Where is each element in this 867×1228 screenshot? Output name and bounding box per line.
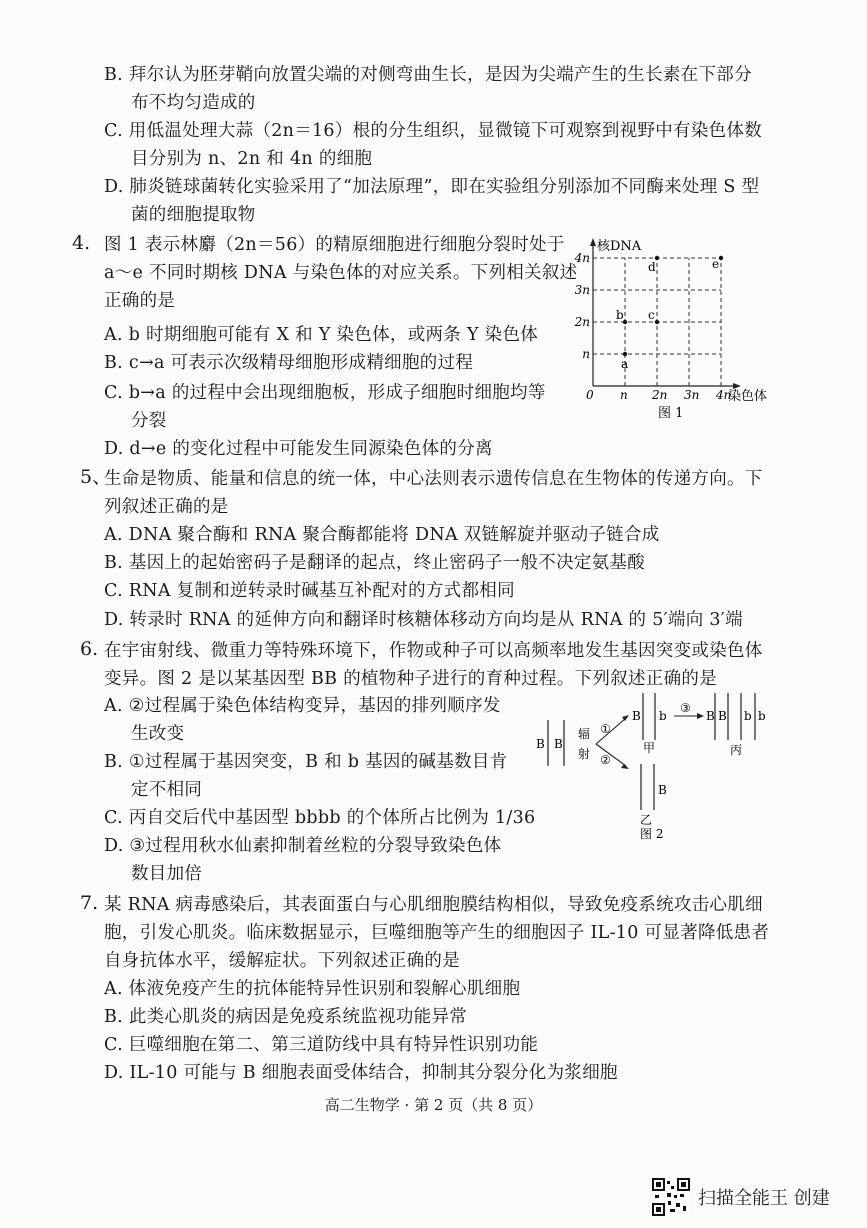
q6-stem-line2: 变异。图 2 是以某基因型 BB 的植物种子进行的育种过程。下列叙述正确的是 — [104, 669, 718, 689]
q5-option-b: B. 基因上的起始密码子是翻译的起点，终止密码子一般不决定氨基酸 — [104, 553, 646, 573]
y-axis-label: 核DNA — [597, 239, 642, 254]
q4-number: 4. — [72, 232, 91, 254]
q5-stem-line1: 生命是物质、能量和信息的统一体，中心法则表示遗传信息在生物体的传递方向。下 — [104, 469, 763, 489]
q6-stem-line1: 在宇宙射线、微重力等特殊环境下，作物或种子可以高频率地发生基因突变或染色体 — [104, 641, 763, 661]
figure-2-caption: 图 2 — [640, 827, 664, 840]
figure-1-chart — [560, 232, 780, 432]
y-tick-label: n — [582, 347, 590, 361]
page-footer: 高二生物学 · 第 2 页（共 8 页） — [324, 1096, 543, 1114]
q4-option-c-line2: 分裂 — [131, 411, 167, 431]
x-tick-label: 2n — [652, 388, 668, 402]
origin-label: 0 — [586, 388, 594, 402]
x-tick-label: n — [620, 388, 628, 402]
q3-option-d-line1: D. 肺炎链球菌转化实验采用了“加法原理”，即在实验组分别添加不同酶来处理 S 型 — [104, 177, 760, 197]
y-tick-label: 4n — [574, 251, 590, 265]
gene-label-b2: B — [554, 737, 563, 751]
y-tick-label: 3n — [574, 283, 590, 297]
q6-option-b-line2: 定不相同 — [131, 780, 203, 800]
qr-code-icon — [652, 1178, 690, 1216]
y-axis-arrow — [590, 238, 596, 246]
q4-stem-line3: 正确的是 — [104, 291, 176, 311]
figure-1-caption: 图 1 — [658, 406, 684, 421]
q4-option-a: A. b 时期细胞可能有 X 和 Y 染色体，或两条 Y 染色体 — [104, 325, 539, 345]
q6-option-a-line2: 生改变 — [131, 724, 185, 744]
q4-option-b: B. c→a 可表示次级精母细胞形成精细胞的过程 — [104, 353, 474, 373]
q7-option-b: B. 此类心肌炎的病因是免疫系统监视功能异常 — [104, 1007, 468, 1027]
data-point-e — [719, 256, 723, 260]
q5-stem-line2: 列叙述正确的是 — [104, 497, 229, 517]
q7-option-d: D. IL-10 可能与 B 细胞表面受体结合，抑制其分裂分化为浆细胞 — [104, 1063, 618, 1083]
x-tick-label: 3n — [684, 388, 700, 402]
label-jia: 甲 — [643, 741, 656, 755]
label-bing: 丙 — [730, 743, 743, 757]
data-point-a — [623, 352, 627, 356]
q7-option-c: C. 巨噬细胞在第二、第三道防线中具有特异性识别功能 — [104, 1035, 539, 1055]
q7-number: 7. — [80, 892, 99, 914]
radiation-label-2: 射 — [578, 747, 591, 761]
step-2-label: ② — [600, 753, 611, 767]
q7-stem-line2: 胞，引发心肌炎。临床数据显示，巨噬细胞等产生的细胞因子 IL-10 可显著降低患者 — [104, 923, 770, 943]
q4-option-d: D. d→e 的变化过程中可能发生同源染色体的分离 — [104, 439, 493, 459]
gene-label-lower-b: b — [659, 709, 667, 723]
arrowhead — [697, 713, 704, 719]
gene-label-b: B — [706, 709, 715, 723]
x-axis-label: 染色体 — [728, 389, 768, 404]
point-label-e: e — [712, 257, 720, 271]
q6-option-c: C. 丙自交后代中基因型 bbbb 的个体所占比例为 1/36 — [104, 808, 536, 828]
x-tick-label: 4n — [716, 388, 732, 402]
gene-label-b: B — [632, 709, 641, 723]
q7-option-a: A. 体液免疫产生的抗体能特异性识别和裂解心肌细胞 — [104, 979, 521, 999]
q6-option-d-line1: D. ③过程用秋水仙素抑制着丝粒的分裂导致染色体 — [104, 836, 502, 856]
point-label-b: b — [616, 308, 624, 322]
gene-label-b1: B — [536, 737, 545, 751]
q7-stem-line3: 自身抗体水平，缓解症状。下列叙述正确的是 — [104, 951, 460, 971]
step-1-label: ① — [600, 722, 611, 736]
q3-option-b-line1: B. 拜尔认为胚芽鞘向放置尖端的对侧弯曲生长，是因为尖端产生的生长素在下部分 — [104, 65, 752, 85]
q4-option-c-line1: C. b→a 的过程中会出现细胞板，形成子细胞时细胞均等 — [104, 383, 546, 403]
gene-label-b: B — [718, 709, 727, 723]
q7-stem-line1: 某 RNA 病毒感染后，其表面蛋白与心肌细胞膜结构相似，导致免疫系统攻击心肌细 — [104, 895, 763, 915]
q6-option-b-line1: B. ①过程属于基因突变，B 和 b 基因的碱基数目肯 — [104, 752, 508, 772]
figure-2-diagram — [530, 688, 780, 840]
gene-label-lower-b: b — [758, 709, 766, 723]
scanner-watermark — [652, 1178, 857, 1218]
q3-option-c-line2: 目分别为 n、2n 和 4n 的细胞 — [131, 149, 373, 169]
q6-number: 6. — [80, 638, 99, 660]
q6-option-d-line2: 数目加倍 — [131, 864, 203, 884]
q5-option-d: D. 转录时 RNA 的延伸方向和翻译时核糖体移动方向均是从 RNA 的 5′端向 3′端 — [104, 610, 743, 630]
q5-number: 5、 — [80, 466, 112, 488]
label-yi: 乙 — [640, 813, 653, 827]
gene-label-lower-b: b — [744, 709, 752, 723]
gene-label-b: B — [658, 783, 667, 797]
point-label-a: a — [621, 357, 629, 371]
data-point-c — [655, 320, 659, 324]
q6-option-a-line1: A. ②过程属于染色体结构变异，基因的排列顺序发 — [104, 696, 501, 716]
q4-stem-line1: 图 1 表示林麝（2n＝56）的精原细胞进行细胞分裂时处于 — [104, 235, 565, 255]
q3-option-b-line2: 布不均匀造成的 — [131, 93, 256, 113]
point-label-c: c — [648, 308, 655, 322]
radiation-label-1: 辐 — [578, 727, 591, 741]
q4-stem-line2: a～e 不同时期核 DNA 与染色体的对应关系。下列相关叙述 — [104, 263, 578, 283]
q3-option-c-line1: C. 用低温处理大蒜（2n＝16）根的分生组织，显微镜下可观察到视野中有染色体数 — [104, 121, 763, 141]
q3-option-d-line2: 菌的细胞提取物 — [131, 205, 256, 225]
q5-option-c: C. RNA 复制和逆转录时碱基互补配对的方式都相同 — [104, 581, 515, 601]
q5-option-a: A. DNA 聚合酶和 RNA 聚合酶都能将 DNA 双链解旋并驱动子链合成 — [104, 525, 660, 545]
step-3-label: ③ — [680, 701, 691, 715]
watermark-text: 扫描全能王 创建 — [698, 1188, 830, 1209]
point-label-d: d — [648, 260, 656, 274]
y-tick-label: 2n — [574, 315, 590, 329]
